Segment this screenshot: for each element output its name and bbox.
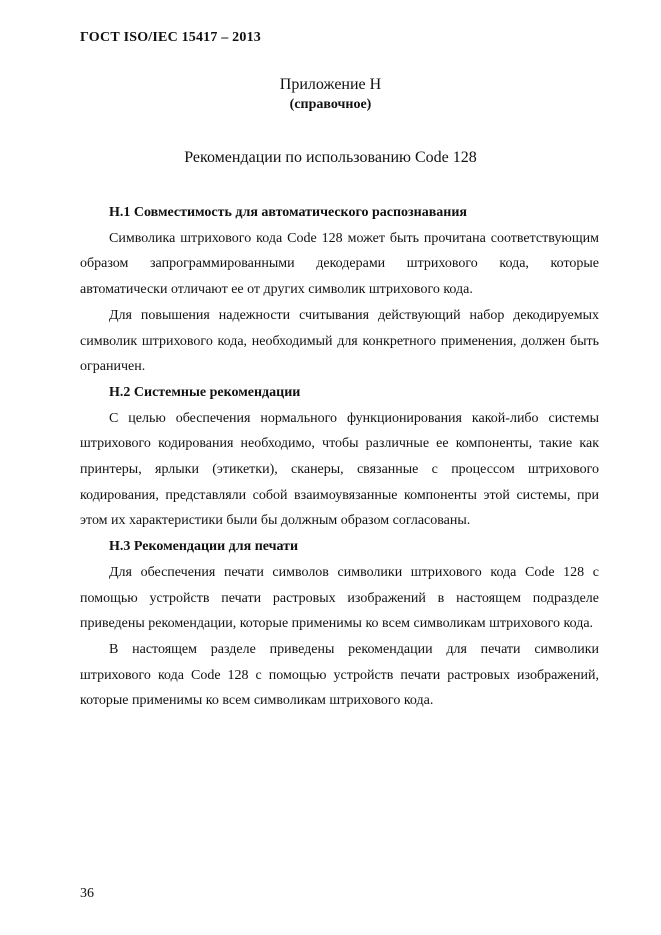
paragraph: С целью обеспечения нормального функционирования какой-либо системы штрихового кодирования необходимо, чтобы различные ее компоненты, такие как принтеры, ярлыки (этикетки), сканеры, связанные с процессом штрихового кодирования, представляли собой взаимоувязанные компоненты этой системы, при этом их характеристики были бы должным образом согласованы. [80,410,599,529]
document-header: ГОСТ ISO/IEC 15417 – 2013 [80,30,261,45]
paragraph: Для повышения надежности считывания действующий набор декодируемых символик штрихового кода, необходимый для конкретного применения, должен быть ограничен. [80,307,599,375]
section-heading-h1: Н.1 Совместимость для автоматического распознавания [109,205,467,220]
section-heading-h2: Н.2 Системные рекомендации [109,384,301,400]
appendix-subtitle: (справочное) [289,97,372,112]
paragraph: В настоящем разделе приведены рекомендации для печати символики штрихового кода Code 128 с помощью устройств печати растровых изображений, которые применимы ко всем символикам штрихового кода. [80,641,599,709]
paragraph: Символика штрихового кода Code 128 может быть прочитана соответствующим образом запрограммированными декодерами штрихового кода, которые автоматически отличают ее от других символик штрихового кода. [80,230,599,298]
paragraph: Для обеспечения печати символов символики штрихового кода Code 128 с помощью устройств печати растровых изображений в настоящем подразделе приведены рекомендации, которые применимы ко всем символикам штрихового кода. [80,564,599,632]
appendix-title: Приложение Н [279,76,382,93]
page-number: 36 [80,886,94,901]
section-heading-h3: Н.3 Рекомендации для печати [109,539,299,555]
page-title: Рекомендации по использованию Code 128 [184,149,477,166]
document-body [80,200,599,714]
